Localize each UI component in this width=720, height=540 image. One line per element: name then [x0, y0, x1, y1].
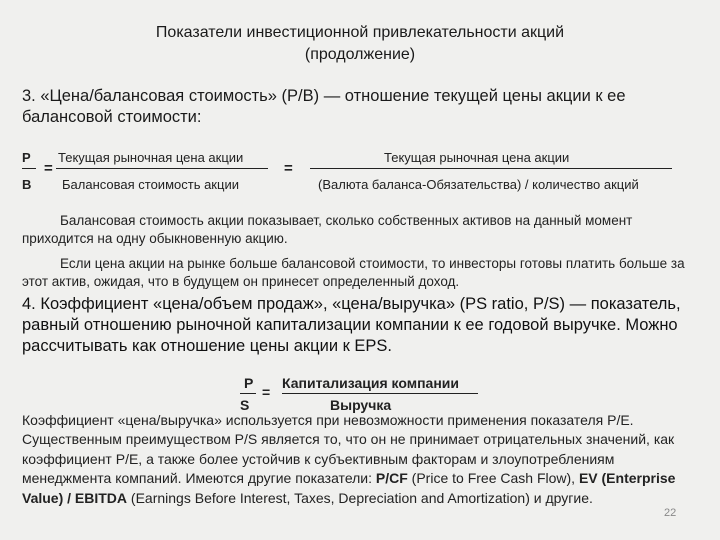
formula-pb-equals-2: =	[284, 160, 293, 177]
formula-pb-right-numerator: Текущая рыночная цена акции	[384, 150, 570, 165]
formula-pb-left-rule	[56, 168, 268, 169]
section-3-text: 3. «Цена/балансовая стоимость» (P/B) — отношение текущей цены акции к ее балансовой стоимости:	[22, 87, 626, 126]
pcf-term: P/CF	[375, 470, 408, 487]
formula-pb-symbol-rule	[22, 168, 36, 169]
explanation-paragraph-1: Балансовая стоимость акции показывает, сколько собственных активов на данный момент приходится на одну обыкновенную акцию.	[22, 213, 633, 246]
formula-pb-left-denominator: Балансовая стоимость акции	[62, 177, 239, 192]
title-line-2: (продолжение)	[304, 46, 416, 63]
formula-pb-equals-1: =	[44, 160, 53, 177]
formula-ps-num-symbol: P	[244, 375, 254, 391]
formula-pb-right-denominator: (Валюта баланса-Обязательства) / количество акций	[318, 177, 639, 192]
page-number: 22	[664, 507, 677, 519]
ps-explanation-paragraph	[22, 411, 702, 508]
section-4-text: 4. Коэффициент «цена/объем продаж», «цена/выручка» (PS ratio, P/S) — показатель, равный отношению рыночной капитализации компании к ее годовой выручке. Можно рассчитывать как отношение цены акции к EPS.	[22, 295, 681, 355]
formula-pb-den-symbol: B	[22, 177, 32, 192]
formula-pb-right-rule	[310, 168, 672, 169]
formula-pb-num-symbol: P	[22, 150, 31, 165]
formula-ps-den-symbol: S	[240, 397, 250, 413]
ps-explanation-part-1: Коэффициент «цена/выручка» используется при невозможности применения показателя P/E. Существенным преимуществом P/S является то, что он не принимает отрицательных значений, как коэффициент P/E, а также более устойчив к субъективным факторам и злоупотреблениям менеджмента компаний. Имеются другие показатели:	[22, 412, 675, 487]
ps-explanation-part-2: (Price to Free Cash Flow),	[407, 470, 579, 487]
slide-title	[0, 22, 720, 66]
title-line-1: Показатели инвестиционной привлекательности акций	[155, 24, 565, 41]
formula-ps-numerator: Капитализация компании	[282, 375, 459, 391]
formula-pb-left-numerator: Текущая рыночная цена акции	[58, 150, 244, 165]
formula-ps-rule	[282, 393, 478, 394]
ps-explanation-part-3: (Earnings Before Interest, Taxes, Depreciation and Amortization) и другие.	[127, 489, 593, 506]
ev-ebitda-term: EV (Enterprise Value) / EBITDA	[22, 470, 676, 506]
formula-ps-equals: =	[262, 384, 271, 400]
formula-ps-denominator: Выручка	[330, 397, 392, 413]
explanation-paragraph-2: Если цена акции на рынке больше балансовой стоимости, то инвесторы готовы платить больше за этот актив, ожидая, что в будущем он принесет определенный доход.	[22, 256, 685, 289]
formula-ps-symbol-rule	[240, 393, 256, 394]
